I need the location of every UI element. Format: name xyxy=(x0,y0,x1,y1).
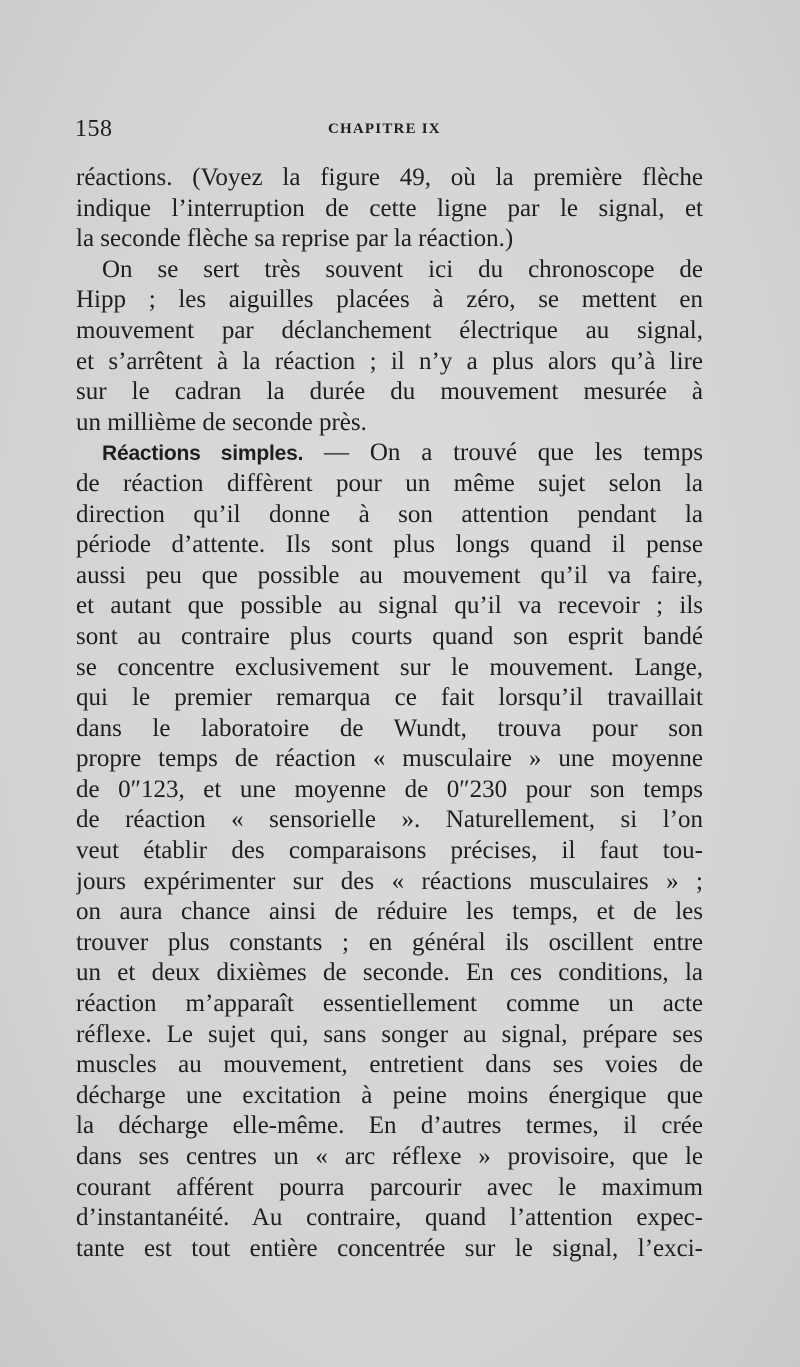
text-line: direction qu’il donne à son attention pendant la xyxy=(76,500,703,528)
paragraph-chronoscope xyxy=(76,255,703,439)
text-line: aussi peu que possible au mouvement qu’il va faire, xyxy=(76,561,703,589)
text-line: de réaction « sensorielle ». Naturellement, si l’on xyxy=(76,806,703,834)
paragraph-continuation xyxy=(76,163,703,255)
text-run: — On a trouvé que les temps xyxy=(324,439,703,467)
text-line: jours expérimenter sur des « réactions musculaires » ; xyxy=(76,867,703,895)
body-text xyxy=(76,163,703,1264)
page-number: 158 xyxy=(75,116,113,142)
text-line: trouver plus constants ; en général ils oscillent entre xyxy=(76,928,703,956)
text-line: de réaction diffèrent pour un même sujet selon la xyxy=(76,469,703,497)
section-heading: Réactions simples. xyxy=(102,442,304,466)
text-line: période d’attente. Ils sont plus longs quand il pense xyxy=(76,531,703,559)
text-line: et autant que possible au signal qu’il va recevoir ; ils xyxy=(76,592,703,620)
text-line: et s’arrêtent à la réaction ; il n’y a plus alors qu’à lire xyxy=(76,347,703,375)
text-line: réaction m’apparaît essentiellement comme un acte xyxy=(76,990,703,1018)
text-line: dans le laboratoire de Wundt, trouva pour son xyxy=(76,714,703,742)
text-line: Hipp ; les aiguilles placées à zéro, se mettent en xyxy=(76,286,703,314)
text-line xyxy=(76,438,703,469)
text-line: réactions. (Voyez la figure 49, où la première flèche xyxy=(76,164,703,191)
text-line: dans ses centres un « arc réflexe » provisoire, que le xyxy=(76,1143,703,1170)
text-line: la seconde flèche sa reprise par la réaction.) xyxy=(76,225,514,253)
text-line: courant afférent pourra parcourir avec le maximum xyxy=(76,1173,703,1201)
text-line: sur le cadran la durée du mouvement mesurée à xyxy=(76,378,703,406)
text-line: décharge une excitation à peine moins énergique que xyxy=(76,1081,703,1109)
text-line: un millième de seconde près. xyxy=(76,408,367,436)
text-line: veut établir des comparaisons précises, il faut tou- xyxy=(76,837,703,865)
text-line: propre temps de réaction « musculaire » une moyenne xyxy=(76,745,703,773)
text-line: un et deux dixièmes de seconde. En ces conditions, la xyxy=(76,959,703,987)
text-line: On se sert très souvent ici du chronoscope de xyxy=(102,255,703,283)
text-line: la décharge elle-même. En d’autres termes, il crée xyxy=(76,1112,703,1140)
text-line: qui le premier remarqua ce fait lorsqu’il travaillait xyxy=(76,684,703,712)
text-line: on aura chance ainsi de réduire les temps, et de les xyxy=(76,898,703,926)
text-line: se concentre exclusivement sur le mouvement. Lange, xyxy=(76,653,703,681)
page-header xyxy=(75,116,705,146)
text-line: tante est tout entière concentrée sur le signal, l’exci- xyxy=(76,1234,703,1262)
paragraph-reactions-simples xyxy=(76,438,703,1264)
text-line: mouvement par déclanchement électrique au signal, xyxy=(76,316,703,344)
text-line: réflexe. Le sujet qui, sans songer au signal, prépare ses xyxy=(76,1020,703,1048)
text-line: indique l’interruption de cette ligne par le signal, et xyxy=(76,194,703,222)
text-line: muscles au mouvement, entretient dans ses voies de xyxy=(76,1051,703,1079)
text-line: d’instantanéité. Au contraire, quand l’attention expec- xyxy=(76,1204,703,1232)
running-head: CHAPITRE IX xyxy=(328,121,441,137)
text-line: sont au contraire plus courts quand son esprit bandé xyxy=(76,622,703,650)
text-line: de 0″123, et une moyenne de 0″230 pour son temps xyxy=(76,775,703,803)
